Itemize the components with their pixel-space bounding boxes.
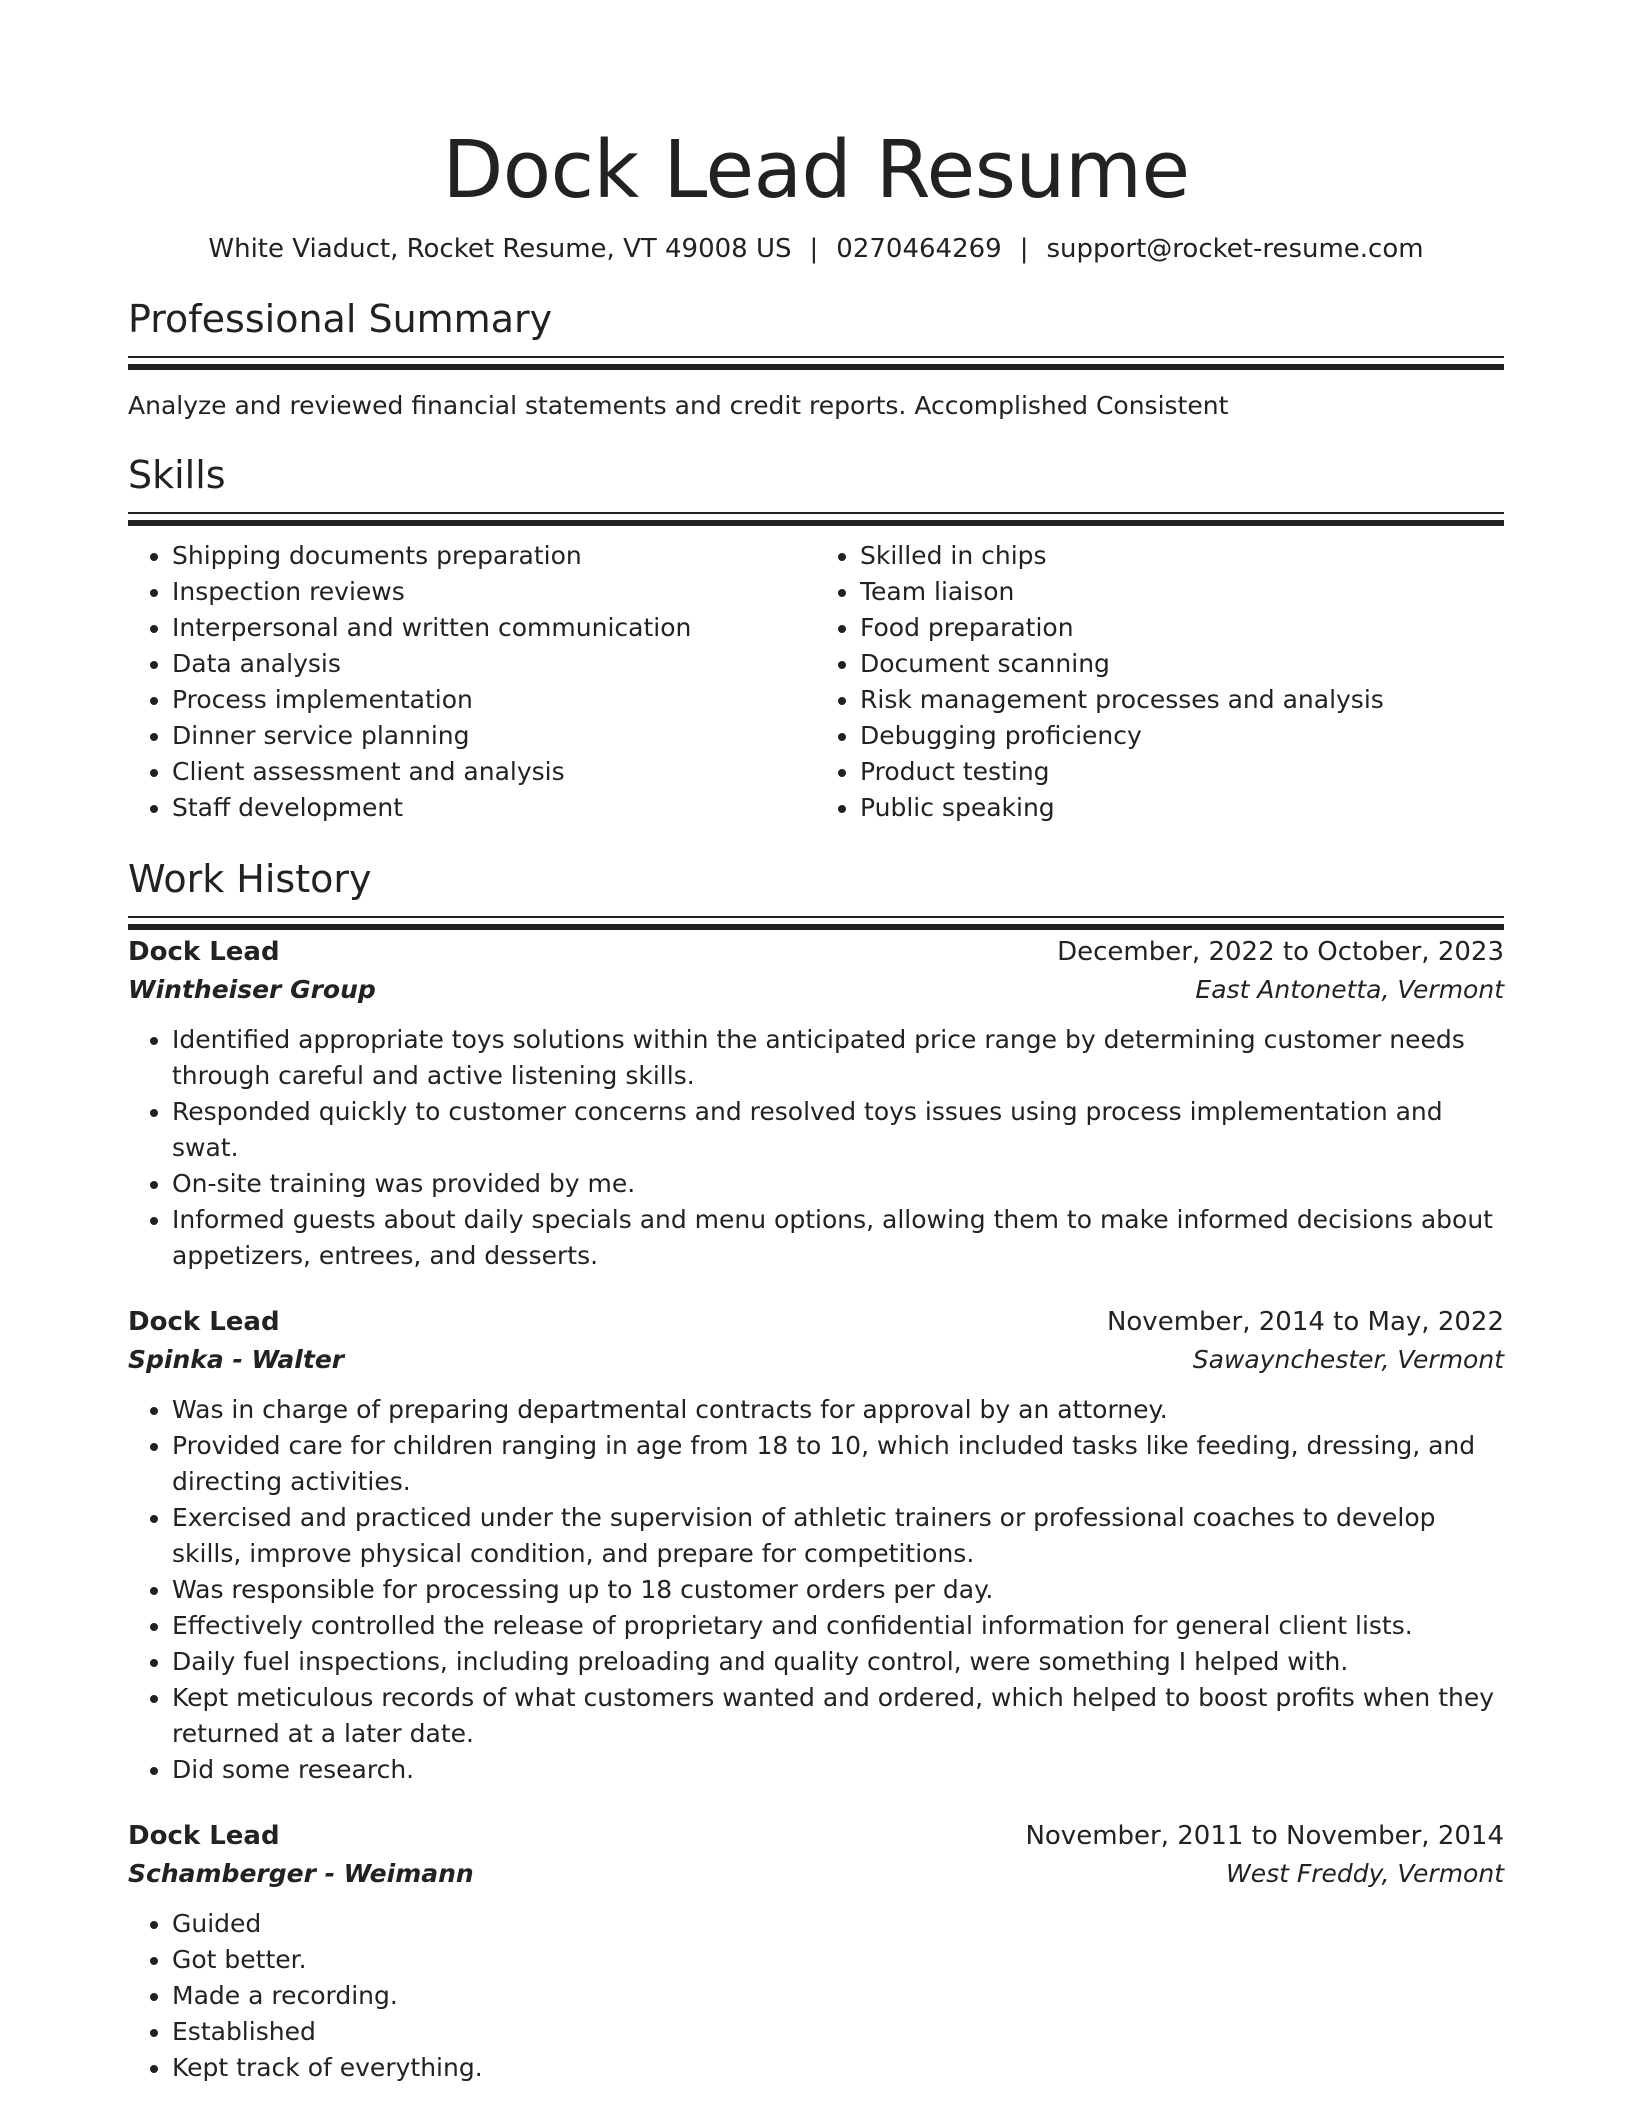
job-entry xyxy=(128,1818,1504,2086)
job-bullet: • Daily fuel inspections, including preloading and quality control, were something I helped with. xyxy=(172,1644,1504,1680)
contact-phone: 0270464269 xyxy=(836,234,1002,264)
skill-item: • Client assessment and analysis xyxy=(172,754,816,790)
skill-item: • Risk management processes and analysis xyxy=(860,682,1504,718)
job-bullet: • Kept meticulous records of what customers wanted and ordered, which helped to boost profits when they returned at a later date. xyxy=(172,1680,1504,1752)
skill-item: • Staff development xyxy=(172,790,816,826)
section-divider xyxy=(128,512,1504,514)
page-title: Dock Lead Resume xyxy=(442,124,1190,216)
skills-list xyxy=(128,538,1504,826)
job-header xyxy=(128,1818,1504,1854)
job-bullets xyxy=(128,1022,1504,1274)
job-bullet: • On-site training was provided by me. xyxy=(172,1166,1504,1202)
job-dates: November, 2014 to May, 2022 xyxy=(1106,1307,1504,1337)
job-bullet: • Effectively controlled the release of proprietary and confidential information for general client lists. xyxy=(172,1608,1504,1644)
contact-address: White Viaduct, Rocket Resume, VT 49008 US xyxy=(208,234,792,264)
job-location: West Freddy, Vermont xyxy=(1226,1859,1504,1888)
skill-item: • Data analysis xyxy=(172,646,816,682)
skill-item: • Dinner service planning xyxy=(172,718,816,754)
summary-text: Analyze and reviewed financial statements and credit reports. Accomplished Consistent xyxy=(128,391,1229,420)
skill-item: • Public speaking xyxy=(860,790,1504,826)
skills-column-right xyxy=(816,538,1504,826)
job-header xyxy=(128,1304,1504,1340)
job-bullet: • Was responsible for processing up to 18 customer orders per day. xyxy=(172,1572,1504,1608)
job-bullet: • Responded quickly to customer concerns and resolved toys issues using process implementation and swat. xyxy=(172,1094,1504,1166)
job-entry xyxy=(128,1304,1504,1788)
contact-email[interactable]: support@rocket-resume.com xyxy=(1046,234,1424,264)
section-divider xyxy=(128,356,1504,358)
job-bullet: • Did some research. xyxy=(172,1752,1504,1788)
job-bullet: • Guided xyxy=(172,1906,1504,1942)
job-header xyxy=(128,934,1504,970)
job-dates: November, 2011 to November, 2014 xyxy=(1025,1821,1504,1851)
job-bullet: • Informed guests about daily specials and menu options, allowing them to make informed decisions about appetizers, entrees, and desserts. xyxy=(172,1202,1504,1274)
job-entry xyxy=(128,934,1504,1274)
skills-column-left xyxy=(128,538,816,826)
job-bullet: • Was in charge of preparing departmental contracts for approval by an attorney. xyxy=(172,1392,1504,1428)
job-location: Sawaynchester, Vermont xyxy=(1192,1345,1504,1374)
skill-item: • Food preparation xyxy=(860,610,1504,646)
contact-separator: | xyxy=(1019,234,1029,264)
job-bullet: • Exercised and practiced under the supervision of athletic trainers or professional coaches to develop skills, improve physical condition, and prepare for competitions. xyxy=(172,1500,1504,1572)
job-bullet: • Provided care for children ranging in age from 18 to 10, which included tasks like feeding, dressing, and directing activities. xyxy=(172,1428,1504,1500)
job-bullets xyxy=(128,1906,1504,2086)
job-dates: December, 2022 to October, 2023 xyxy=(1057,937,1504,967)
job-company: Schamberger - Weimann xyxy=(128,1859,474,1888)
job-bullet: • Made a recording. xyxy=(172,1978,1504,2014)
work-history-heading: Work History xyxy=(128,857,372,901)
job-title: Dock Lead xyxy=(128,937,280,967)
skill-item: • Process implementation xyxy=(172,682,816,718)
job-bullet: • Identified appropriate toys solutions within the anticipated price range by determining customer needs through careful and active listening skills. xyxy=(172,1022,1504,1094)
contact-separator: | xyxy=(809,234,819,264)
job-bullet: • Got better. xyxy=(172,1942,1504,1978)
skill-item: • Debugging proficiency xyxy=(860,718,1504,754)
job-location: East Antonetta, Vermont xyxy=(1195,975,1504,1004)
job-subheader xyxy=(128,970,1504,1010)
skill-item: • Inspection reviews xyxy=(172,574,816,610)
skill-item: • Document scanning xyxy=(860,646,1504,682)
job-title: Dock Lead xyxy=(128,1307,280,1337)
job-title: Dock Lead xyxy=(128,1821,280,1851)
job-bullets xyxy=(128,1392,1504,1788)
job-subheader xyxy=(128,1340,1504,1380)
job-bullet: • Kept track of everything. xyxy=(172,2050,1504,2086)
job-subheader xyxy=(128,1854,1504,1894)
job-company: Spinka - Walter xyxy=(128,1345,345,1374)
summary-heading: Professional Summary xyxy=(128,297,553,341)
skill-item: • Product testing xyxy=(860,754,1504,790)
job-company: Wintheiser Group xyxy=(128,975,376,1004)
contact-line xyxy=(128,232,1504,266)
skill-item: • Shipping documents preparation xyxy=(172,538,816,574)
skill-item: • Interpersonal and written communication xyxy=(172,610,816,646)
section-divider xyxy=(128,916,1504,918)
job-bullet: • Established xyxy=(172,2014,1504,2050)
skills-heading: Skills xyxy=(128,453,226,497)
skill-item: • Team liaison xyxy=(860,574,1504,610)
skill-item: • Skilled in chips xyxy=(860,538,1504,574)
